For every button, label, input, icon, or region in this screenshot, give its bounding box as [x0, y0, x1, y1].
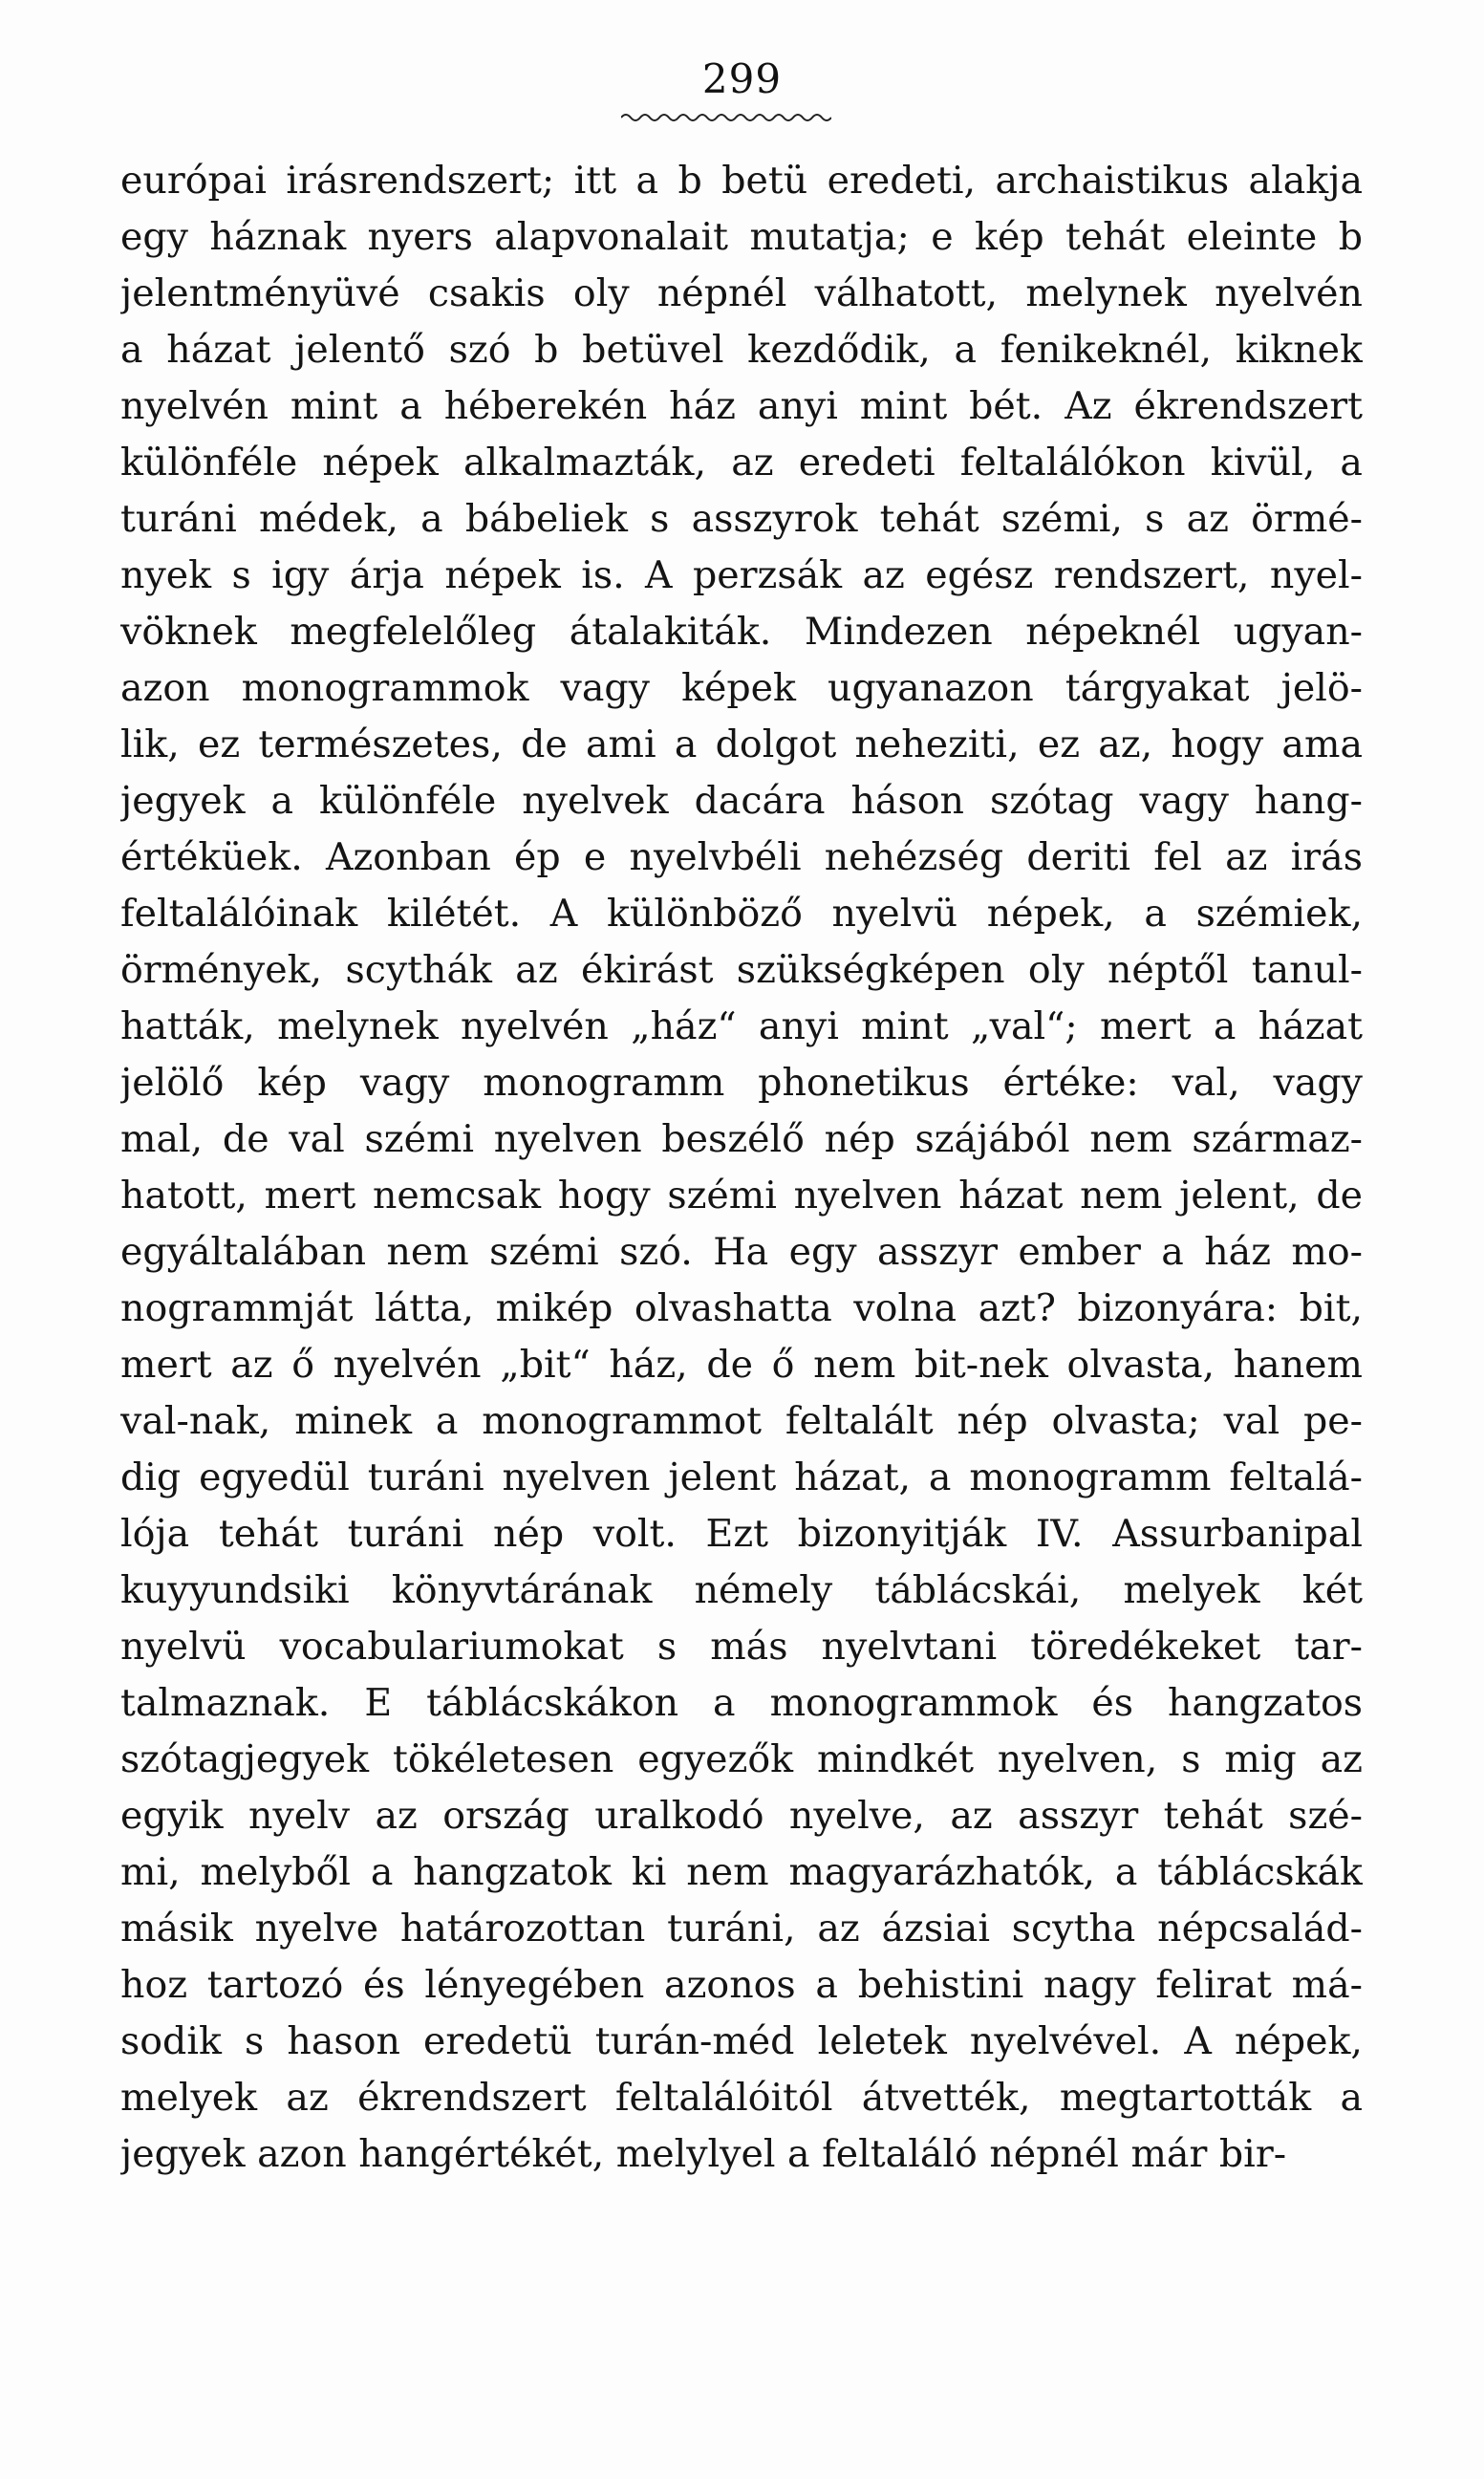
text-line: jegyek azon hangértékét, melylyel a feltaláló népnél már bir-	[120, 2132, 1287, 2176]
text-line: hoz tartozó és lényegében azonos a behistini nagy felirat má-	[120, 1963, 1363, 2007]
text-line: talmaznak. E táblácskákon a monogrammok és hangzatos	[120, 1681, 1363, 1725]
text-line: jelölő kép vagy monogramm phonetikus értéke: val, vagy	[120, 1061, 1363, 1105]
text-line: mi, melyből a hangzatok ki nem magyarázhatók, a táblácskák	[120, 1850, 1363, 1894]
text-line: jelentményüvé csakis oly népnél válhatott, melynek nyelvén	[120, 271, 1363, 315]
page-number: 299	[701, 55, 783, 102]
wavy-ornament-icon	[621, 111, 831, 124]
text-line: hatott, mert nemcsak hogy szémi nyelven házat nem jelent, de	[120, 1174, 1363, 1218]
text-line: kuyyundsiki könyvtárának némely táblácskái, melyek két	[120, 1568, 1363, 1612]
text-line: szótagjegyek tökéletesen egyezők mindkét nyelven, s mig az	[120, 1737, 1363, 1781]
text-line: vöknek megfelelőleg átalakiták. Mindezen népeknél ugyan-	[120, 610, 1363, 654]
text-line: dig egyedül turáni nyelven jelent házat, a monogramm feltalá-	[120, 1455, 1363, 1499]
text-line: sodik s hason eredetü turán-méd leletek nyelvével. A népek,	[120, 2019, 1363, 2063]
text-line: különféle népek alkalmazták, az eredeti feltalálókon kivül, a	[120, 441, 1363, 485]
body-text	[120, 153, 1363, 2183]
text-line: értéküek. Azonban ép e nyelvbéli nehézség deriti fel az irás	[120, 835, 1363, 879]
text-line: nogrammját látta, mikép olvashatta volna azt? bizonyára: bit,	[120, 1286, 1363, 1330]
text-line: nyelvén mint a héberekén ház anyi mint bét. Az ékrendszert	[120, 384, 1363, 428]
text-line: val-nak, minek a monogrammot feltalált nép olvasta; val pe-	[120, 1399, 1363, 1443]
text-line: lik, ez természetes, de ami a dolgot neheziti, ez az, hogy ama	[120, 722, 1363, 766]
text-line: európai irásrendszert; itt a b betü eredeti, archaistikus alakja	[120, 159, 1363, 203]
text-line: azon monogrammok vagy képek ugyanazon tárgyakat jelö-	[120, 666, 1363, 710]
text-line: melyek az ékrendszert feltalálóitól átvették, megtartották a	[120, 2076, 1363, 2120]
text-line: turáni médek, a bábeliek s asszyrok tehát szémi, s az örmé-	[120, 497, 1363, 541]
text-line: egy háznak nyers alapvonalait mutatja; e kép tehát eleinte b	[120, 215, 1363, 259]
text-line: mal, de val szémi nyelven beszélő nép szájából nem származ-	[120, 1117, 1363, 1161]
text-line: egyik nyelv az ország uralkodó nyelve, az asszyr tehát szé-	[120, 1794, 1363, 1838]
text-line: mert az ő nyelvén „bit“ ház, de ő nem bit-nek olvasta, hanem	[120, 1343, 1363, 1387]
text-line: jegyek a különféle nyelvek dacára háson szótag vagy hang-	[120, 779, 1363, 823]
text-line: lója tehát turáni nép volt. Ezt bizonyitják IV. Assurbanipal	[120, 1512, 1363, 1556]
text-line: örmények, scythák az ékirást szükségképen oly néptől tanul-	[120, 948, 1363, 992]
text-line: a házat jelentő szó b betüvel kezdődik, a fenikeknél, kiknek	[120, 328, 1363, 372]
text-line: nyelvü vocabulariumokat s más nyelvtani töredékeket tar-	[120, 1625, 1363, 1669]
text-line: egyáltalában nem szémi szó. Ha egy asszyr ember a ház mo-	[120, 1230, 1363, 1274]
text-line: nyek s igy árja népek is. A perzsák az egész rendszert, nyel-	[120, 553, 1363, 597]
text-line: másik nyelve határozottan turáni, az ázsiai scytha népcsalád-	[120, 1907, 1363, 1951]
text-line: feltalálóinak kilétét. A különböző nyelvü népek, a szémiek,	[120, 892, 1363, 936]
text-line: hatták, melynek nyelvén „ház“ anyi mint „val“; mert a házat	[120, 1004, 1363, 1048]
